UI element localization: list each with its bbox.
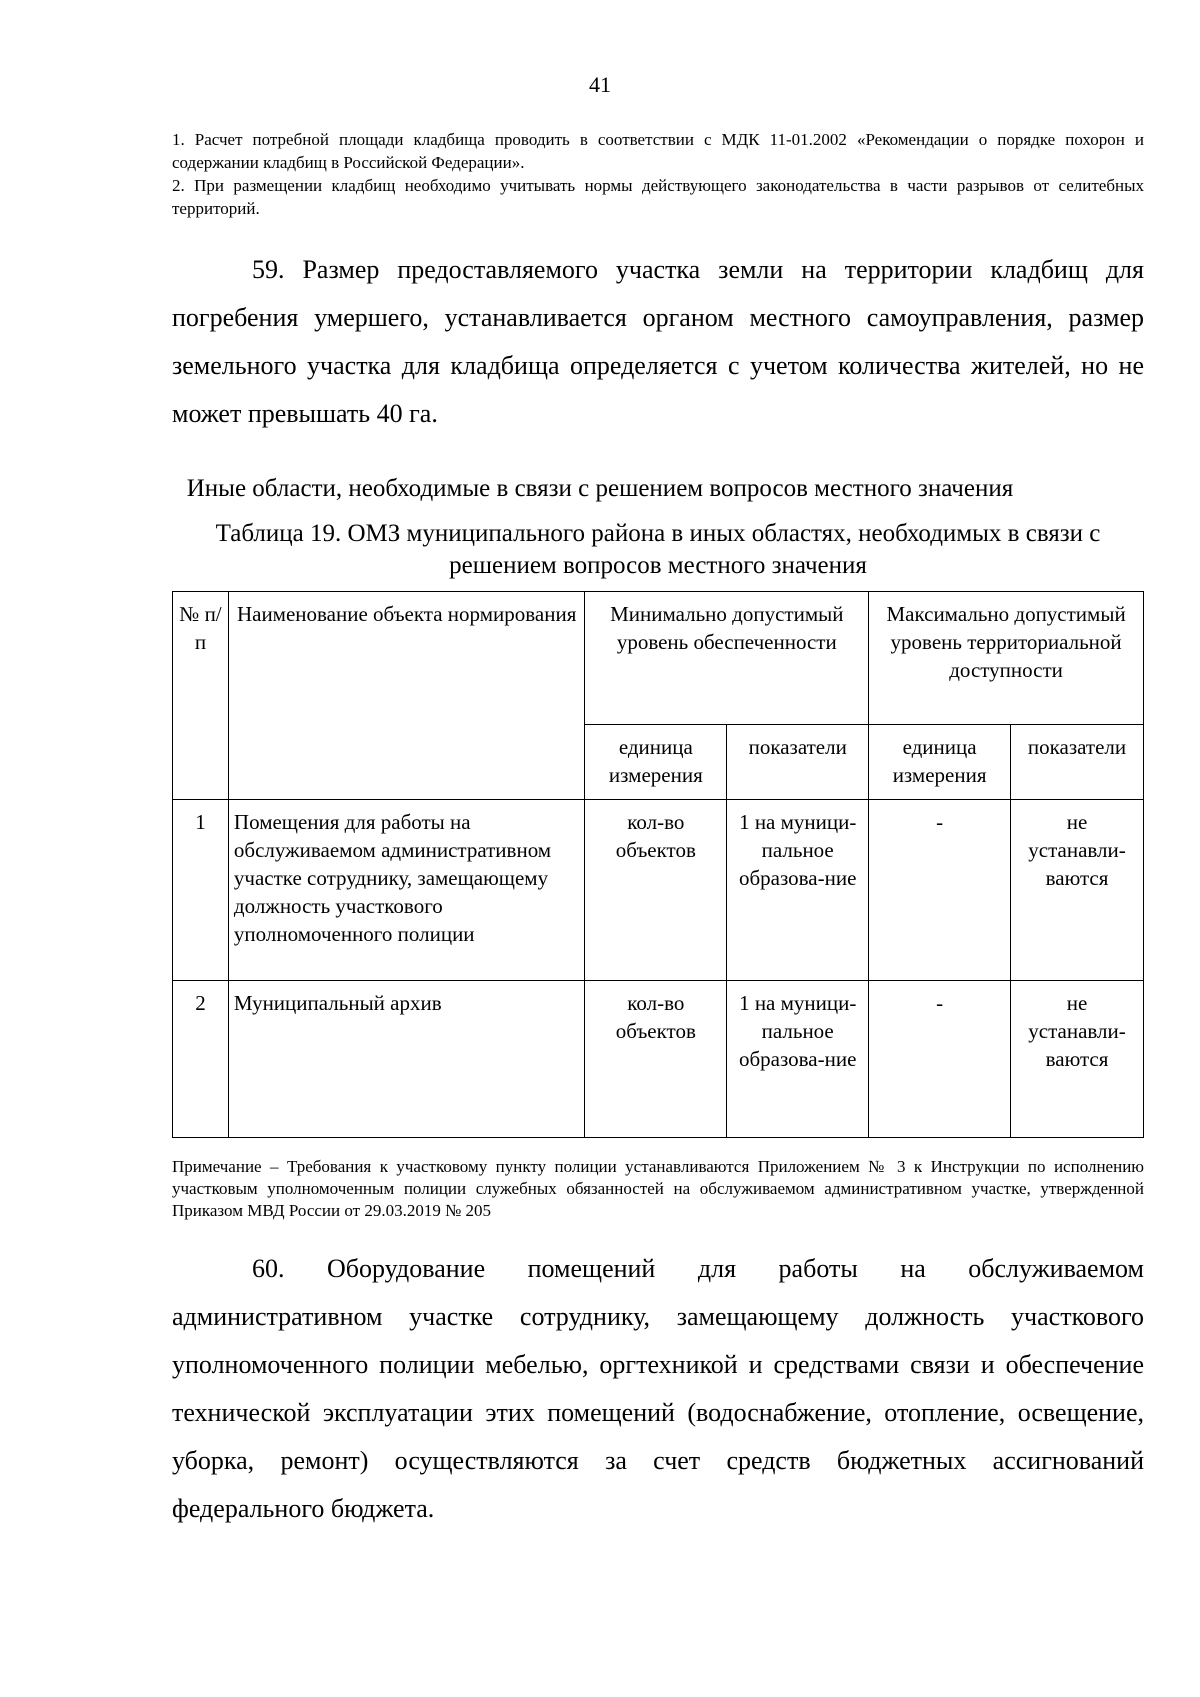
cell-min-value: 1 на муници-пальное образова-ние — [727, 800, 869, 981]
table-row — [173, 800, 1144, 981]
header-max-unit: единица измерения — [869, 725, 1011, 800]
note-item: 2. При размещении кладбищ необходимо учитывать нормы действующего законодательства в части разрывов от селитебных территорий. — [172, 176, 1144, 218]
cell-min-unit: кол-во объектов — [585, 981, 727, 1138]
header-num: № п/п — [173, 592, 229, 800]
header-min-level: Минимально допустимый уровень обеспеченности — [585, 592, 869, 725]
header-min-unit: единица измерения — [585, 725, 727, 800]
cell-name: Муниципальный архив — [228, 981, 584, 1138]
header-name: Наименование объекта нормирования — [228, 592, 584, 800]
notes-top — [172, 128, 1144, 220]
cell-min-unit: кол-во объектов — [585, 800, 727, 981]
table-caption: Таблица 19. ОМЗ муниципального района в иных областях, необходимых в связи с решением вопросов местного значения — [215, 520, 1101, 579]
header-max-level: Максимально допустимый уровень территориальной доступности — [869, 592, 1144, 725]
table-row — [173, 981, 1144, 1138]
cell-min-value: 1 на муници-пальное образова-ние — [727, 981, 869, 1138]
cell-name: Помещения для работы на обслуживаемом административном участке сотруднику, замещающему должность участкового уполномоченного полиции — [228, 800, 584, 981]
cell-max-unit: - — [869, 981, 1011, 1138]
norms-table — [172, 591, 1144, 1138]
header-max-indicator: показатели — [1011, 725, 1144, 800]
paragraph-60: 60. Оборудование помещений для работы на обслуживаемом административном участке сотруднику, замещающему должность участкового уполномоченного полиции мебелью, оргтехникой и средствами связи и обеспечение технической эксплуатации этих помещений (водоснабжение, отопление, освещение, уборка, ремонт) осуществляются за счет средств бюджетных ассигнований федерального бюджета. — [172, 1254, 1144, 1523]
page-number: 41 — [589, 72, 611, 97]
cell-num: 1 — [173, 800, 229, 981]
cell-max-unit: - — [869, 800, 1011, 981]
section-heading: Иные области, необходимые в связи с решением вопросов местного значения — [186, 475, 1014, 502]
header-min-indicator: показатели — [727, 725, 869, 800]
cell-num: 2 — [173, 981, 229, 1138]
cell-max-value: не устанавли-ваются — [1011, 800, 1144, 981]
table-header-row — [173, 592, 1144, 725]
paragraph-59: 59. Размер предоставляемого участка земли на территории кладбищ для погребения умершего, устанавливается органом местного самоуправления, размер земельного участка для кладбища определяется с учетом количества жителей, но не может превышать 40 га. — [172, 255, 1144, 428]
note-item: 1. Расчет потребной площади кладбища проводить в соответствии с МДК 11-01.2002 «Рекомендации о порядке похорон и содержании кладбищ в Российской Федерации». — [172, 130, 1144, 172]
cell-max-value: не устанавли-ваются — [1011, 981, 1144, 1138]
table-note: Примечание – Требования к участковому пункту полиции устанавливаются Приложением № 3 к Инструкции по исполнению участковым уполномоченным полиции служебных обязанностей на обслуживаемом административном участке, утвержденной Приказом МВД России от 29.03.2019 № 205 — [172, 1157, 1144, 1220]
